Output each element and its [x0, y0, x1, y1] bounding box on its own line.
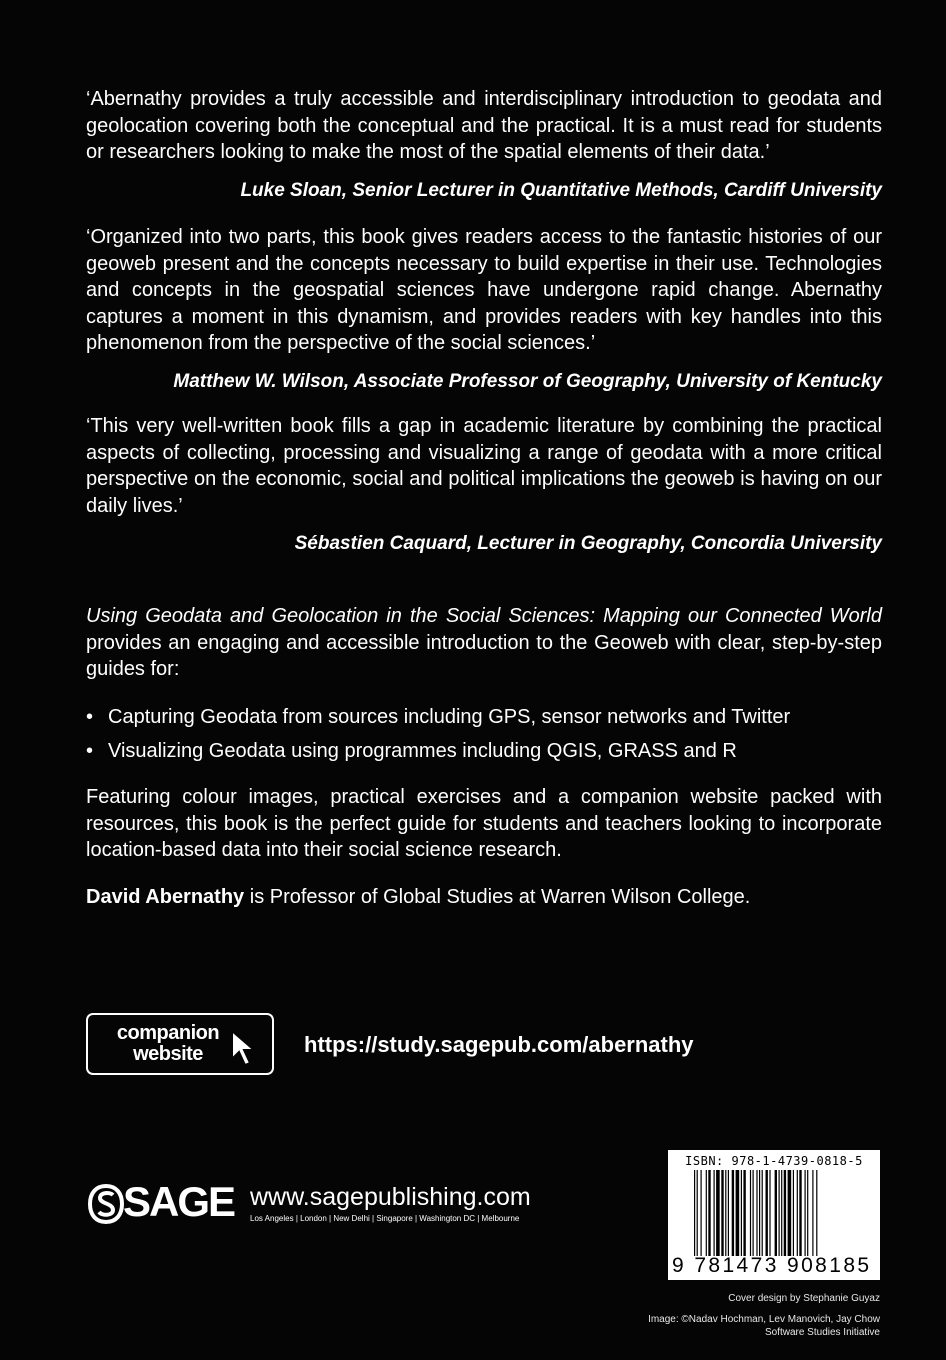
- barcode-bar: [714, 1170, 715, 1256]
- endorsement-attribution-1: Luke Sloan, Senior Lecturer in Quantitative Methods, Cardiff University: [240, 180, 882, 201]
- image-credit: Image: ©Nadav Hochman, Lev Manovich, Jay Chow: [648, 1314, 880, 1325]
- barcode-bar: [708, 1170, 710, 1256]
- list-item: [86, 738, 790, 764]
- publisher-url[interactable]: www.sagepublishing.com: [250, 1183, 531, 1211]
- barcode-bars: [694, 1170, 872, 1256]
- blurb-text: provides an engaging and accessible introduction to the Geoweb with clear, step-by-step guides for:: [86, 631, 882, 680]
- barcode-bar: [701, 1170, 702, 1256]
- endorsement-quote-2: ‘Organized into two parts, this book gives readers access to the fantastic histories of our geoweb present and the concepts necessary to build expertise in their use. Technologies and concepts in the geospatial sciences have undergone rapid change. Abernathy captures a moment in this dynamism, and provides readers with key handles into this phenomenon from the perspective of the social sciences.’: [86, 226, 882, 354]
- barcode-bar: [775, 1170, 777, 1256]
- companion-website-badge[interactable]: [86, 1013, 274, 1075]
- barcode-bar: [725, 1170, 726, 1256]
- barcode-bar: [694, 1170, 695, 1256]
- barcode-bar: [779, 1170, 780, 1256]
- barcode-bar: [769, 1170, 770, 1256]
- barcode-bar: [799, 1170, 801, 1256]
- book-title: Using Geodata and Geolocation in the Social Sciences: Mapping our Connected World: [86, 605, 882, 627]
- bullet-icon: •: [86, 740, 94, 762]
- features-paragraph: Featuring colour images, practical exercises and a companion website packed with resources, this book is the perfect guide for students and teachers looking to incorporate location-based data into their social science research.: [86, 786, 882, 861]
- barcode-bar: [728, 1170, 729, 1256]
- barcode-digits: 9 781473 908185: [672, 1254, 872, 1277]
- author-bio: [86, 884, 750, 910]
- endorsement-attribution-2: Matthew W. Wilson, Associate Professor of Geography, University of Kentucky: [173, 371, 882, 392]
- barcode-bar: [805, 1170, 806, 1256]
- barcode-bar: [716, 1170, 720, 1256]
- companion-line-1: companion: [116, 1022, 220, 1044]
- barcode-bar: [736, 1170, 740, 1256]
- barcode-bar: [793, 1170, 794, 1256]
- bullet-icon: •: [86, 706, 94, 728]
- cursor-arrow-icon: [230, 1029, 258, 1069]
- endorsement-quote-3: ‘This very well-written book fills a gap in academic literature by combining the practical aspects of collecting, processing and visualizing a range of geodata with a more critical perspective on the economic, social and political implications the geoweb is having on our daily lives.’: [86, 415, 882, 517]
- companion-badge-label: [108, 1023, 228, 1065]
- book-blurb: [86, 603, 882, 683]
- barcode-bar: [766, 1170, 768, 1256]
- barcode-bar: [743, 1170, 745, 1256]
- barcode-bar: [732, 1170, 734, 1256]
- barcode-bar: [781, 1170, 782, 1256]
- barcode-bar: [816, 1170, 817, 1256]
- barcode-bar: [756, 1170, 757, 1256]
- barcode-bar: [788, 1170, 792, 1256]
- publisher-name: SAGE: [123, 1178, 235, 1225]
- barcode-bar: [784, 1170, 786, 1256]
- author-bio-text: is Professor of Global Studies at Warren Wilson College.: [244, 886, 751, 908]
- barcode-bar: [706, 1170, 707, 1256]
- companion-line-2: website: [133, 1043, 203, 1065]
- isbn-label: ISBN: 978-1-4739-0818-5: [685, 1154, 863, 1168]
- barcode-bar: [762, 1170, 763, 1256]
- barcode-bar: [750, 1170, 751, 1256]
- barcode-bar: [759, 1170, 760, 1256]
- publisher-cities: Los Angeles | London | New Delhi | Singapore | Washington DC | Melbourne: [250, 1214, 520, 1223]
- barcode-bar: [812, 1170, 813, 1256]
- companion-website-link[interactable]: https://study.sagepub.com/abernathy: [304, 1032, 694, 1057]
- sage-logo-icon: [88, 1184, 124, 1224]
- list-item-text: Visualizing Geodata using programmes including QGIS, GRASS and R: [108, 740, 737, 762]
- endorsement-quote-1: ‘Abernathy provides a truly accessible and interdisciplinary introduction to geodata and geolocation covering both the conceptual and the practical. It is a must read for students or researchers looking to make the most of the spatial elements of their data.’: [86, 88, 882, 163]
- list-item-text: Capturing Geodata from sources including GPS, sensor networks and Twitter: [108, 706, 791, 728]
- cover-design-credit: Cover design by Stephanie Guyaz: [728, 1293, 880, 1304]
- barcode-bar: [721, 1170, 723, 1256]
- isbn-barcode: [668, 1150, 880, 1280]
- barcode-bar: [741, 1170, 742, 1256]
- endorsement-attribution-3: Sébastien Caquard, Lecturer in Geography, Concordia University: [294, 533, 882, 554]
- author-name: David Abernathy: [86, 886, 245, 908]
- barcode-bar: [697, 1170, 698, 1256]
- barcode-bar: [807, 1170, 808, 1256]
- barcode-bar: [797, 1170, 798, 1256]
- image-credit-source: Software Studies Initiative: [764, 1327, 880, 1338]
- barcode-bar: [753, 1170, 754, 1256]
- list-item: [86, 704, 790, 730]
- feature-list: [86, 704, 790, 772]
